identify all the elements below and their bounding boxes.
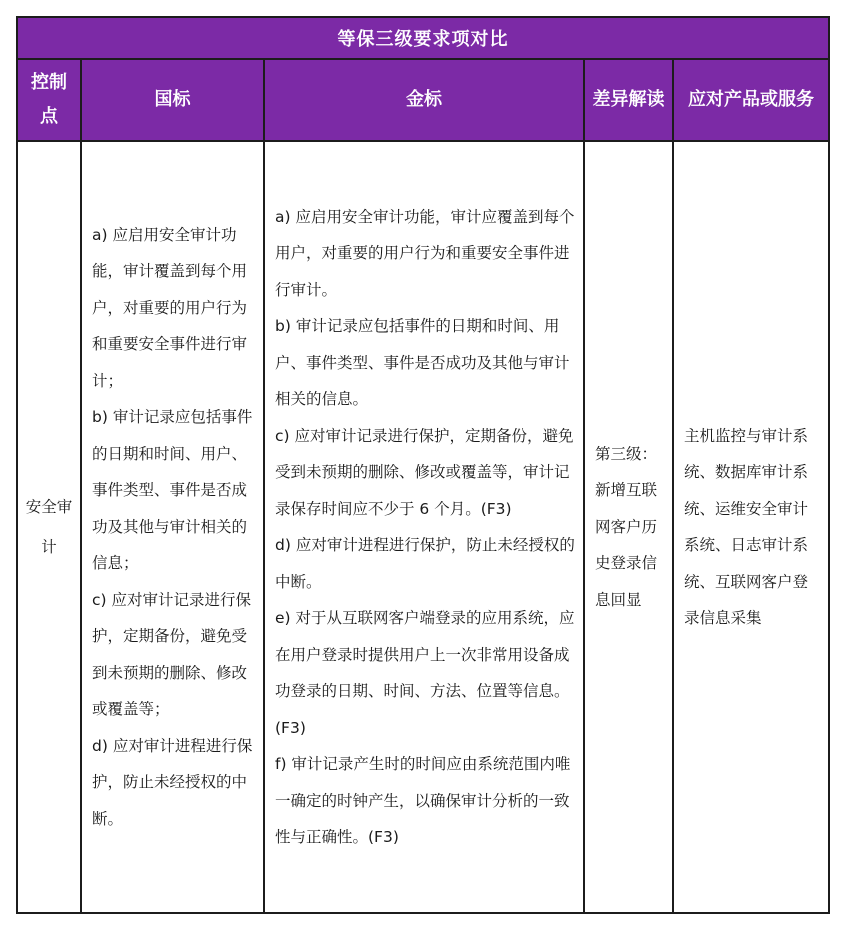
control-point-text: 安全审计 [25,498,73,556]
table-row [17,141,829,913]
gold-item-e: e) 对于从互联网客户端登录的应用系统，应在用户登录时提供用户上一次非常用设备成功登录的日期、时间、方法、位置等信息。(F3) [275,609,575,737]
gold-standard-cell [264,141,584,913]
header-gold-standard: 金标 [264,59,584,141]
national-item-a: a) 应启用安全审计功能，审计覆盖到每个用户，对重要的用户行为和重要安全事件进行审计； [92,225,248,390]
header-national-standard: 国标 [81,59,264,141]
national-item-c: c) 应对审计记录进行保护，定期备份，避免受到未预期的删除、修改或覆盖等； [92,590,251,719]
header-control-point: 控制点 [17,59,81,141]
control-point-cell [17,141,81,913]
products-text: 主机监控与审计系统、数据库审计系统、运维安全审计系统、日志审计系统、互联网客户登录信息采集 [684,426,809,627]
header-difference: 差异解读 [584,59,673,141]
national-standard-cell [81,141,264,913]
gold-item-b: b) 审计记录应包括事件的日期和时间、用户、事件类型、事件是否成功及其他与审计相关的信息。 [275,317,570,408]
comparison-table [16,16,830,914]
difference-text: 第三级：新增互联网客户历史登录信息回显 [595,444,658,609]
difference-cell [584,141,673,913]
products-cell [673,141,829,913]
gold-item-f: f) 审计记录产生时的时间应由系统范围内唯一确定的时钟产生，以确保审计分析的一致性与正确性。(F3) [275,755,571,846]
gold-item-a: a) 应启用安全审计功能，审计应覆盖到每个用户，对重要的用户行为和重要安全事件进行审计。 [275,207,575,299]
gold-item-c: c) 应对审计记录进行保护，定期备份，避免受到未预期的删除、修改或覆盖等，审计记录保存时间应不少于 6 个月。(F3) [275,426,574,518]
national-item-b: b) 审计记录应包括事件的日期和时间、用户、事件类型、事件是否成功及其他与审计相关的信息； [92,408,253,573]
header-products: 应对产品或服务 [673,59,829,141]
gold-item-d: d) 应对审计进程进行保护，防止未经授权的中断。 [275,536,575,591]
table-title: 等保三级要求项对比 [17,17,829,59]
national-item-d: d) 应对审计进程进行保护，防止未经授权的中断。 [92,736,253,828]
